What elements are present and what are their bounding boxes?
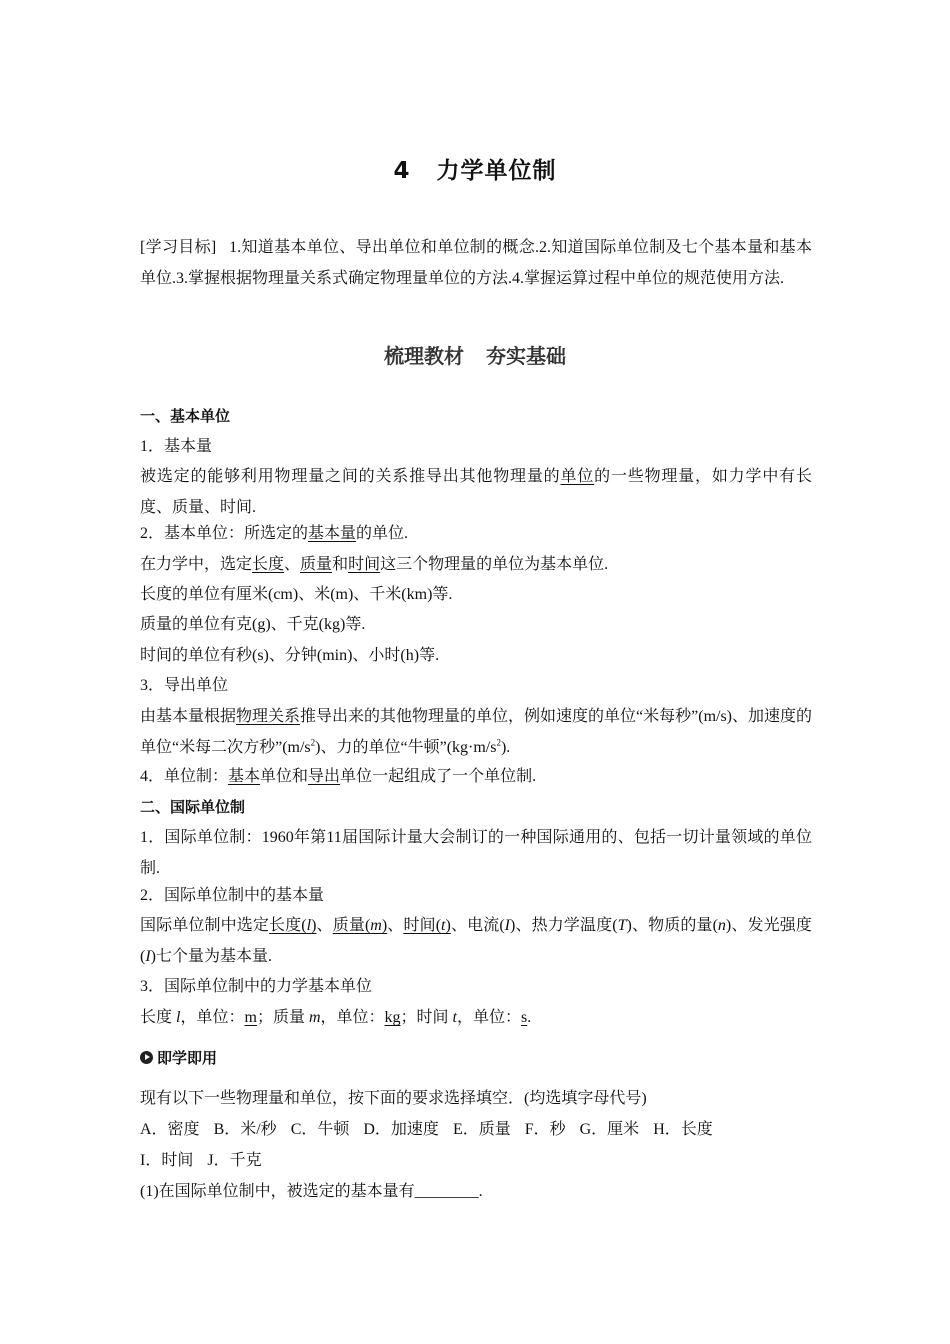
option-c: C．牛顿	[290, 1121, 350, 1138]
time-units: 时间的单位有秒(s)、分钟(min)、小时(h)等.	[140, 647, 440, 664]
part2-heading: 二、国际单位制	[140, 798, 246, 816]
si-mechanics-units-title: 3．国际单位制中的力学基本单位	[140, 978, 373, 995]
si-base-quantities-title: 2．国际单位制中的基本量	[140, 887, 325, 904]
part1-heading: 一、基本单位	[140, 407, 231, 425]
derived-unit-title: 3．导出单位	[140, 677, 229, 694]
section-title: 梳理教材 夯实基础	[384, 344, 566, 368]
option-h: H．长度	[653, 1121, 713, 1138]
option-b: B．米/秒	[213, 1121, 277, 1138]
mass-units: 质量的单位有克(g)、千克(kg)等.	[140, 616, 366, 633]
practice-intro: 现有以下一些物理量和单位，按下面的要求选择填空．(均选填字母代号)	[140, 1090, 647, 1107]
option-e: E．质量	[452, 1121, 511, 1138]
unit-system-definition: 4．单位制：基本单位和导出单位一起组成了一个单位制.	[140, 768, 537, 785]
option-g: G．厘米	[579, 1121, 640, 1138]
option-j: J．千克	[207, 1152, 262, 1169]
mechanics-basic-units: 在力学中，选定长度、质量和时间这三个物理量的单位为基本单位.	[140, 556, 609, 573]
option-d: D．加速度	[363, 1121, 439, 1138]
derived-unit-definition: 由基本量根据物理关系推导出来的其他物理量的单位，例如速度的单位“米每秒”(m/s)、加速度的单位“米每二次方秒$”(m/s^2)$、力的单位“牛顿$”(kg\cdot m/s^2)$.	[140, 708, 813, 756]
option-i: I．时间	[140, 1152, 194, 1169]
options-row-1	[140, 1114, 723, 1145]
basic-quantity-title: 1．基本量	[140, 438, 213, 455]
page-title: 4 力学单位制	[393, 158, 557, 184]
basic-unit-definition: 2．基本单位：所选定的基本量的单位.	[140, 525, 409, 542]
question-1: (1)在国际单位制中，被选定的基本量有________.	[140, 1183, 483, 1200]
si-base-quantities: 国际单位制中选定长度(l)、质量(m)、时间(t)、电流(I)、热力学温度(T)、物质的量(n)、发光强度(I)七个量为基本量.	[140, 917, 812, 965]
option-a: A．密度	[140, 1121, 200, 1138]
play-circle-icon	[140, 1051, 153, 1064]
si-mechanics-units: 长度 l，单位：m；质量 m，单位：kg；时间 t，单位：s.	[140, 1009, 532, 1026]
options-row-2	[140, 1145, 272, 1176]
length-units: 长度的单位有厘米(cm)、米(m)、千米(km)等.	[140, 586, 453, 603]
learning-objectives: [学习目标] 1.知道基本单位、导出单位和单位制的概念.2.知道国际单位制及七个基本量和基本单位.3.掌握根据物理量关系式确定物理量单位的方法.4.掌握运算过程中单位的规范使用方法.	[140, 239, 812, 287]
si-definition: 1．国际单位制：1960年第11届国际计量大会制订的一种国际通用的、包括一切计量领域的单位制.	[140, 829, 812, 877]
basic-quantity-definition: 被选定的能够利用物理量之间的关系推导出其他物理量的单位的一些物理量，如力学中有长度、质量、时间.	[140, 468, 812, 516]
option-f: F．秒	[524, 1121, 566, 1138]
practice-heading: 即学即用	[140, 1043, 217, 1074]
